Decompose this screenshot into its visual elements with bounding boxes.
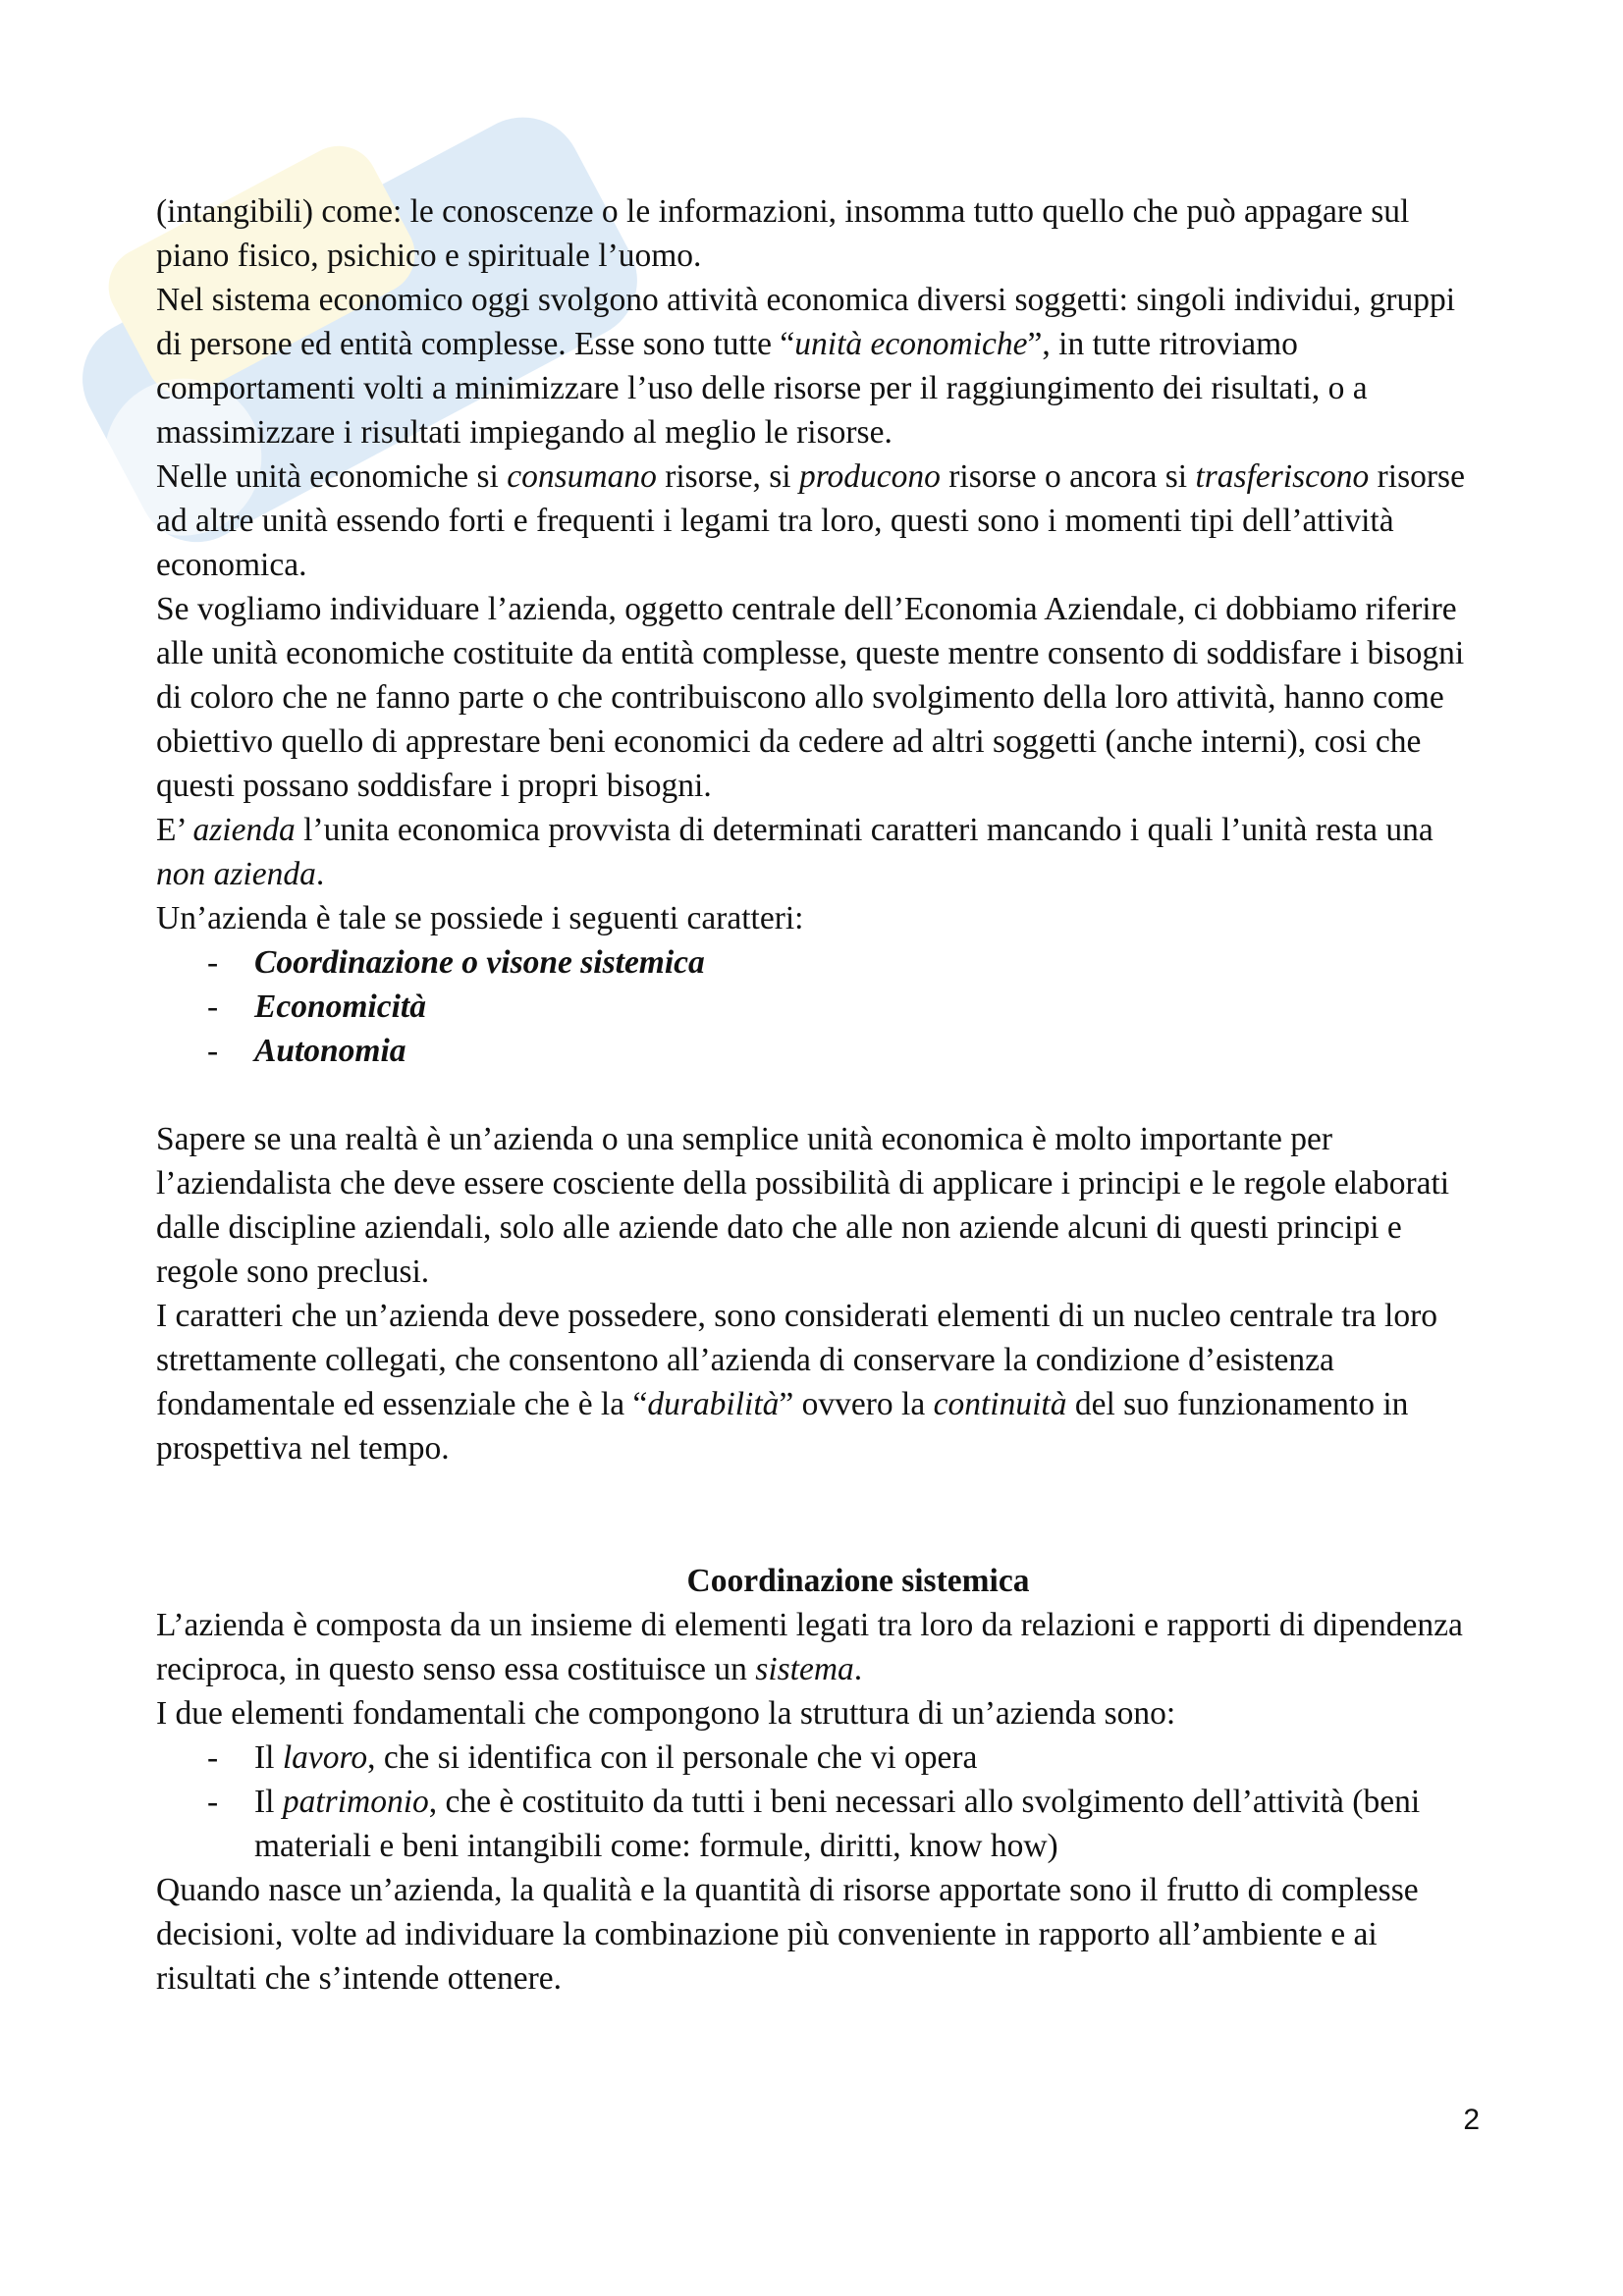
section-heading: Coordinazione sistemica xyxy=(686,1563,1030,1599)
document-body xyxy=(156,189,1482,2001)
paragraph-azienda-definizione: E’ azienda l’unita economica provvista di determinati caratteri mancando i quali l’unità resta una non azienda. xyxy=(156,812,1434,892)
paragraph-individuare-azienda: Se vogliamo individuare l’azienda, oggetto centrale dell’Economia Aziendale, ci dobbiamo riferire alle unità economiche costituite da entità complesse, queste mentre consento di soddisfare i bisogni di coloro che ne fanno parte o che contribuiscono allo svolgimento della loro attività, hanno come obiettivo quello di apprestare beni economici da cedere ad altri soggetti (anche interni), cosi che questi possano soddisfare i propri bisogni. xyxy=(156,591,1465,804)
elementi-list xyxy=(156,1735,1482,1868)
page-number: 2 xyxy=(1463,2104,1480,2136)
paragraph-caratteri-nucleo: I caratteri che un’azienda deve possedere, sono considerati elementi di un nucleo centrale tra loro strettamente collegati, che consentono all’azienda di conservare la condizione d’esistenza fondamentale ed essenziale che è la “durabilità” ovvero la continuità del suo funzionamento in prospettiva nel tempo. xyxy=(156,1298,1437,1467)
list-item: - Coordinazione o visone sistemica xyxy=(207,944,705,981)
paragraph-sistema-economico: Nel sistema economico oggi svolgono attività economica diversi soggetti: singoli individui, gruppi di persone ed entità complesse. Esse sono tutte “unità economiche”, in tutte ritroviamo comportamenti volti a minimizzare l’uso delle risorse per il raggiungimento dei risultati, o a massimizzare i risultati impiegando al meglio le risorse. xyxy=(156,282,1456,451)
list-item: - Il lavoro, che si identifica con il personale che vi opera xyxy=(207,1739,978,1776)
list-item: - Autonomia xyxy=(207,1033,406,1069)
paragraph-unita-economiche: Nelle unità economiche si consumano risorse, si producono risorse o ancora si trasferiscono risorse ad altre unità essendo forti e frequenti i legami tra loro, questi sono i momenti tipi dell’attività economica. xyxy=(156,458,1465,583)
list-item: - Il patrimonio, che è costituito da tutti i beni necessari allo svolgimento dell’attività (beni materiali e beni intangibili come: formule, diritti, know how) xyxy=(207,1784,1421,1864)
paragraph-elementi-intro: I due elementi fondamentali che compongono la struttura di un’azienda sono: xyxy=(156,1695,1176,1732)
paragraph-intangibili: (intangibili) come: le conoscenze o le informazioni, insomma tutto quello che può appagare sul piano fisico, psichico e spirituale l’uomo. xyxy=(156,193,1410,274)
list-item: - Economicità xyxy=(207,988,426,1025)
paragraph-sapere: Sapere se una realtà è un’azienda o una semplice unità economica è molto importante per l’aziendalista che deve essere cosciente della possibilità di applicare i principi e le regole elaborati dalle discipline aziendali, solo alle aziende dato che alle non aziende alcuni di questi principi e regole sono preclusi. xyxy=(156,1121,1450,1290)
paragraph-sistema: L’azienda è composta da un insieme di elementi legati tra loro da relazioni e rapporti di dipendenza reciproca, in questo senso essa costituisce un sistema. xyxy=(156,1607,1463,1687)
paragraph-quando-nasce: Quando nasce un’azienda, la qualità e la quantità di risorse apportate sono il frutto di complesse decisioni, volte ad individuare la combinazione più conveniente in rapporto all’ambiente e ai risultati che s’intende ottenere. xyxy=(156,1872,1419,1997)
caratteri-list xyxy=(156,940,1482,1073)
paragraph-caratteri-intro: Un’azienda è tale se possiede i seguenti caratteri: xyxy=(156,900,804,936)
